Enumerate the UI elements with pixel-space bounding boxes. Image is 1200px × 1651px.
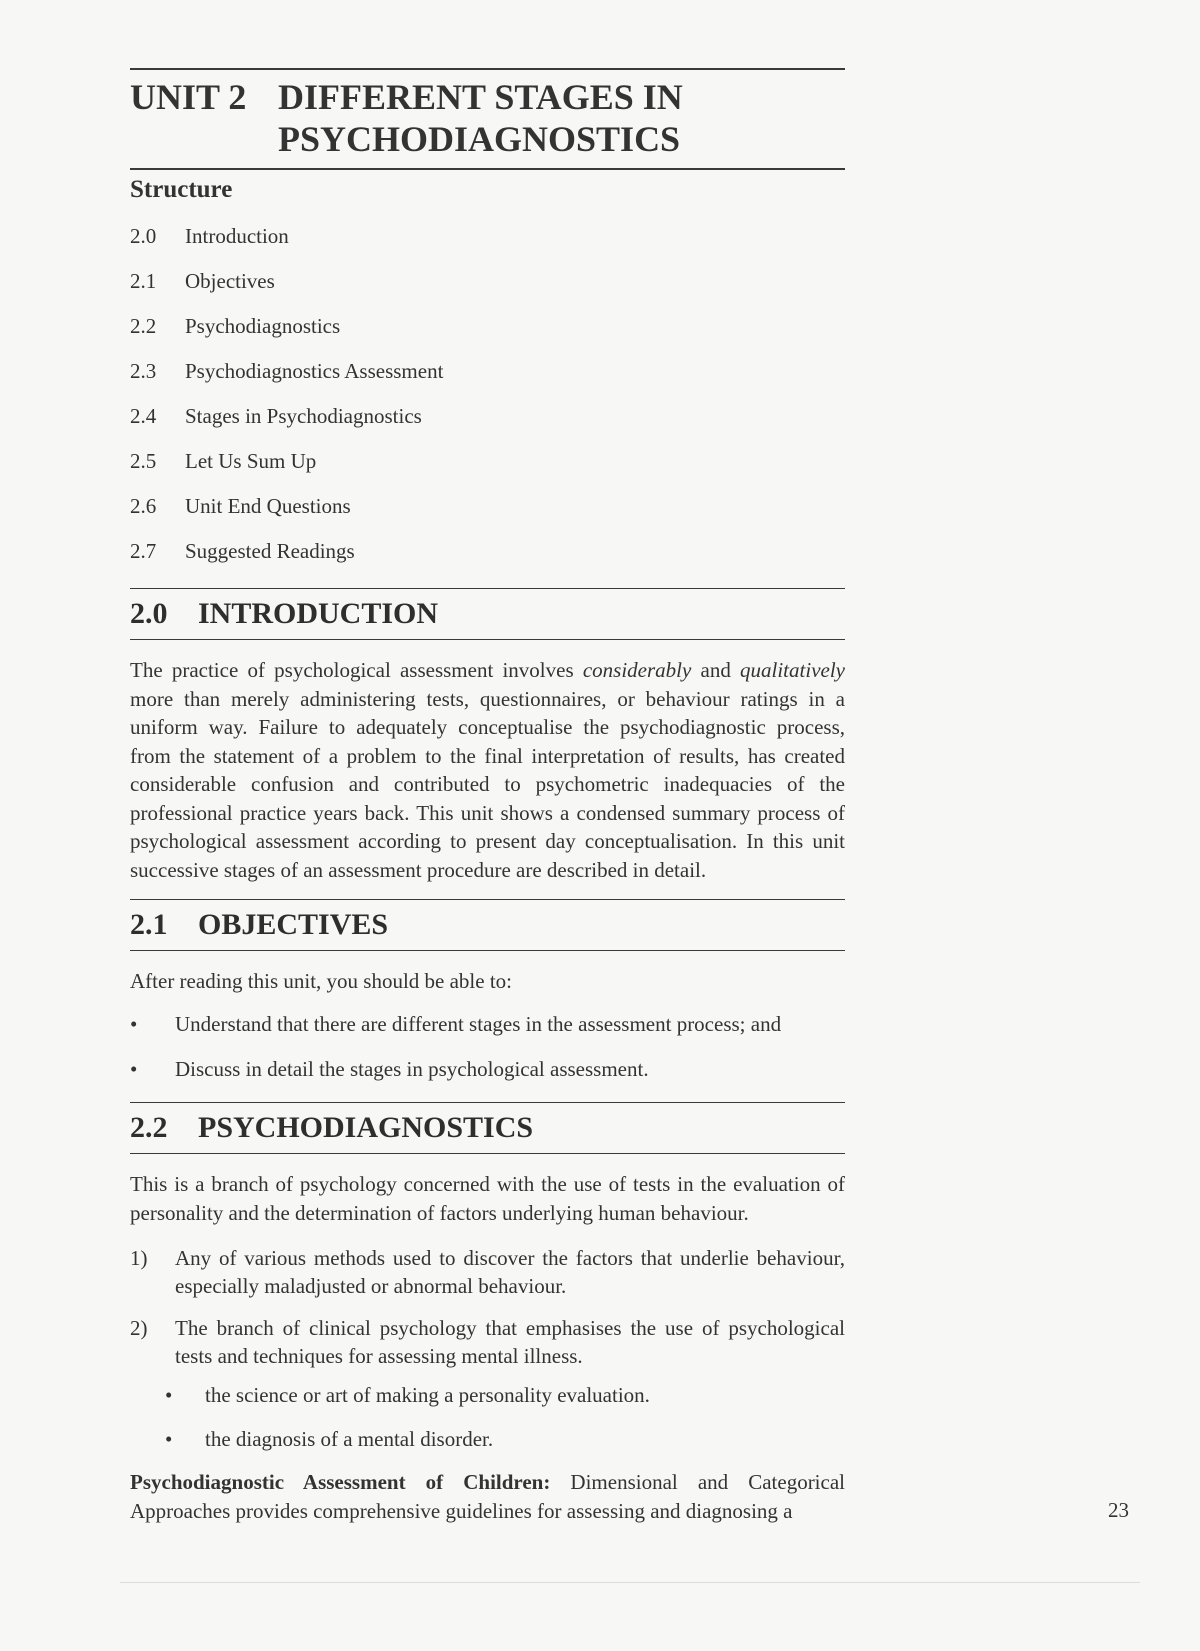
list-item: • the science or art of making a personality evaluation.	[160, 1383, 845, 1427]
table-of-contents	[130, 224, 845, 584]
list-item: • Discuss in detail the stages in psychological assessment.	[130, 1057, 845, 1102]
toc-item	[130, 494, 845, 539]
section-number: 2.2	[130, 1111, 168, 1144]
toc-label: Objectives	[185, 269, 275, 293]
bullet-icon: •	[130, 1012, 138, 1036]
toc-label: Unit End Questions	[185, 494, 351, 518]
item-number: 2)	[130, 1316, 148, 1340]
list-item: 1) Any of various methods used to discover the factors that underlie behaviour, especially maladjusted or abnormal behaviour.	[130, 1246, 845, 1298]
toc-number: 2.2	[130, 314, 157, 338]
toc-number: 2.6	[130, 494, 157, 518]
toc-item	[130, 269, 845, 314]
section-heading-objectives	[130, 899, 845, 951]
emphasis: considerably	[582, 658, 692, 682]
unit-title	[130, 70, 845, 168]
divider	[130, 950, 845, 951]
item-number: 1)	[130, 1246, 148, 1270]
structure-heading: Structure	[130, 176, 233, 203]
objectives-lead: After reading this unit, you should be able to:	[130, 969, 513, 993]
toc-number: 2.5	[130, 449, 157, 473]
toc-number: 2.0	[130, 224, 157, 248]
toc-item	[130, 539, 845, 584]
bullet-icon: •	[130, 1057, 138, 1081]
toc-label: Psychodiagnostics Assessment	[185, 359, 444, 383]
footer-divider	[120, 1582, 1140, 1583]
toc-label: Suggested Readings	[185, 539, 355, 563]
bold-lead: Psychodiagnostic Assessment of Children:	[130, 1470, 551, 1494]
toc-item	[130, 224, 845, 269]
divider	[130, 168, 845, 170]
unit-number: UNIT 2	[130, 77, 247, 117]
page-number: 23	[1108, 1498, 1129, 1522]
objectives-list	[130, 1012, 845, 1102]
list-item: • Understand that there are different stages in the assessment process; and	[130, 1012, 845, 1057]
toc-item	[130, 314, 845, 359]
section-heading-psychodiagnostics	[130, 1102, 845, 1154]
toc-label: Psychodiagnostics	[185, 314, 341, 338]
psychodiagnostics-intro: This is a branch of psychology concerned with the use of tests in the evaluation of personality and the determination of factors underlying human behaviour.	[130, 1172, 845, 1225]
section-title: PSYCHODIAGNOSTICS	[198, 1111, 534, 1144]
sub-bullet-list	[160, 1383, 845, 1471]
section-heading-introduction	[130, 588, 845, 640]
introduction-paragraph: The practice of psychological assessment involves considerably and qualitatively more than merely administering tests, questionnaires, or behaviour ratings in a uniform way. Failure to adequately conceptualise the psychodiagnostic process, from the statement of a problem to the final interpretation of results, has created considerable confusion and contributed to psychometric inadequacies of the professional practice years back. This unit shows a condensed summary process of psychological assessment according to present day conceptualisation. In this unit successive stages of an assessment procedure are described in detail.	[130, 658, 845, 882]
unit-title-line2: PSYCHODIAGNOSTICS	[278, 119, 681, 159]
divider	[130, 639, 845, 640]
emphasis: qualitatively	[740, 658, 845, 682]
section-title: INTRODUCTION	[198, 597, 439, 630]
toc-label: Stages in Psychodiagnostics	[185, 404, 422, 428]
toc-item	[130, 359, 845, 404]
toc-label: Let Us Sum Up	[185, 449, 317, 473]
toc-label: Introduction	[185, 224, 289, 248]
toc-number: 2.4	[130, 404, 157, 428]
toc-number: 2.1	[130, 269, 157, 293]
bullet-icon: •	[165, 1383, 173, 1407]
list-item: • the diagnosis of a mental disorder.	[160, 1427, 845, 1471]
section-number: 2.0	[130, 597, 168, 630]
divider	[130, 1153, 845, 1154]
closing-paragraph: Psychodiagnostic Assessment of Children: Dimensional and Categorical Approaches provides comprehensive guidelines for assessing and diagnosing a	[130, 1470, 845, 1523]
toc-item	[130, 404, 845, 449]
numbered-list	[130, 1244, 845, 1384]
unit-header	[130, 68, 845, 170]
list-item: 2) The branch of clinical psychology that emphasises the use of psychological tests and techniques for assessing mental illness.	[130, 1316, 845, 1368]
toc-number: 2.3	[130, 359, 157, 383]
unit-title-line1: DIFFERENT STAGES IN	[278, 77, 683, 117]
bullet-icon: •	[165, 1427, 173, 1451]
toc-item	[130, 449, 845, 494]
section-title: OBJECTIVES	[198, 908, 389, 941]
section-number: 2.1	[130, 908, 168, 941]
toc-number: 2.7	[130, 539, 157, 563]
